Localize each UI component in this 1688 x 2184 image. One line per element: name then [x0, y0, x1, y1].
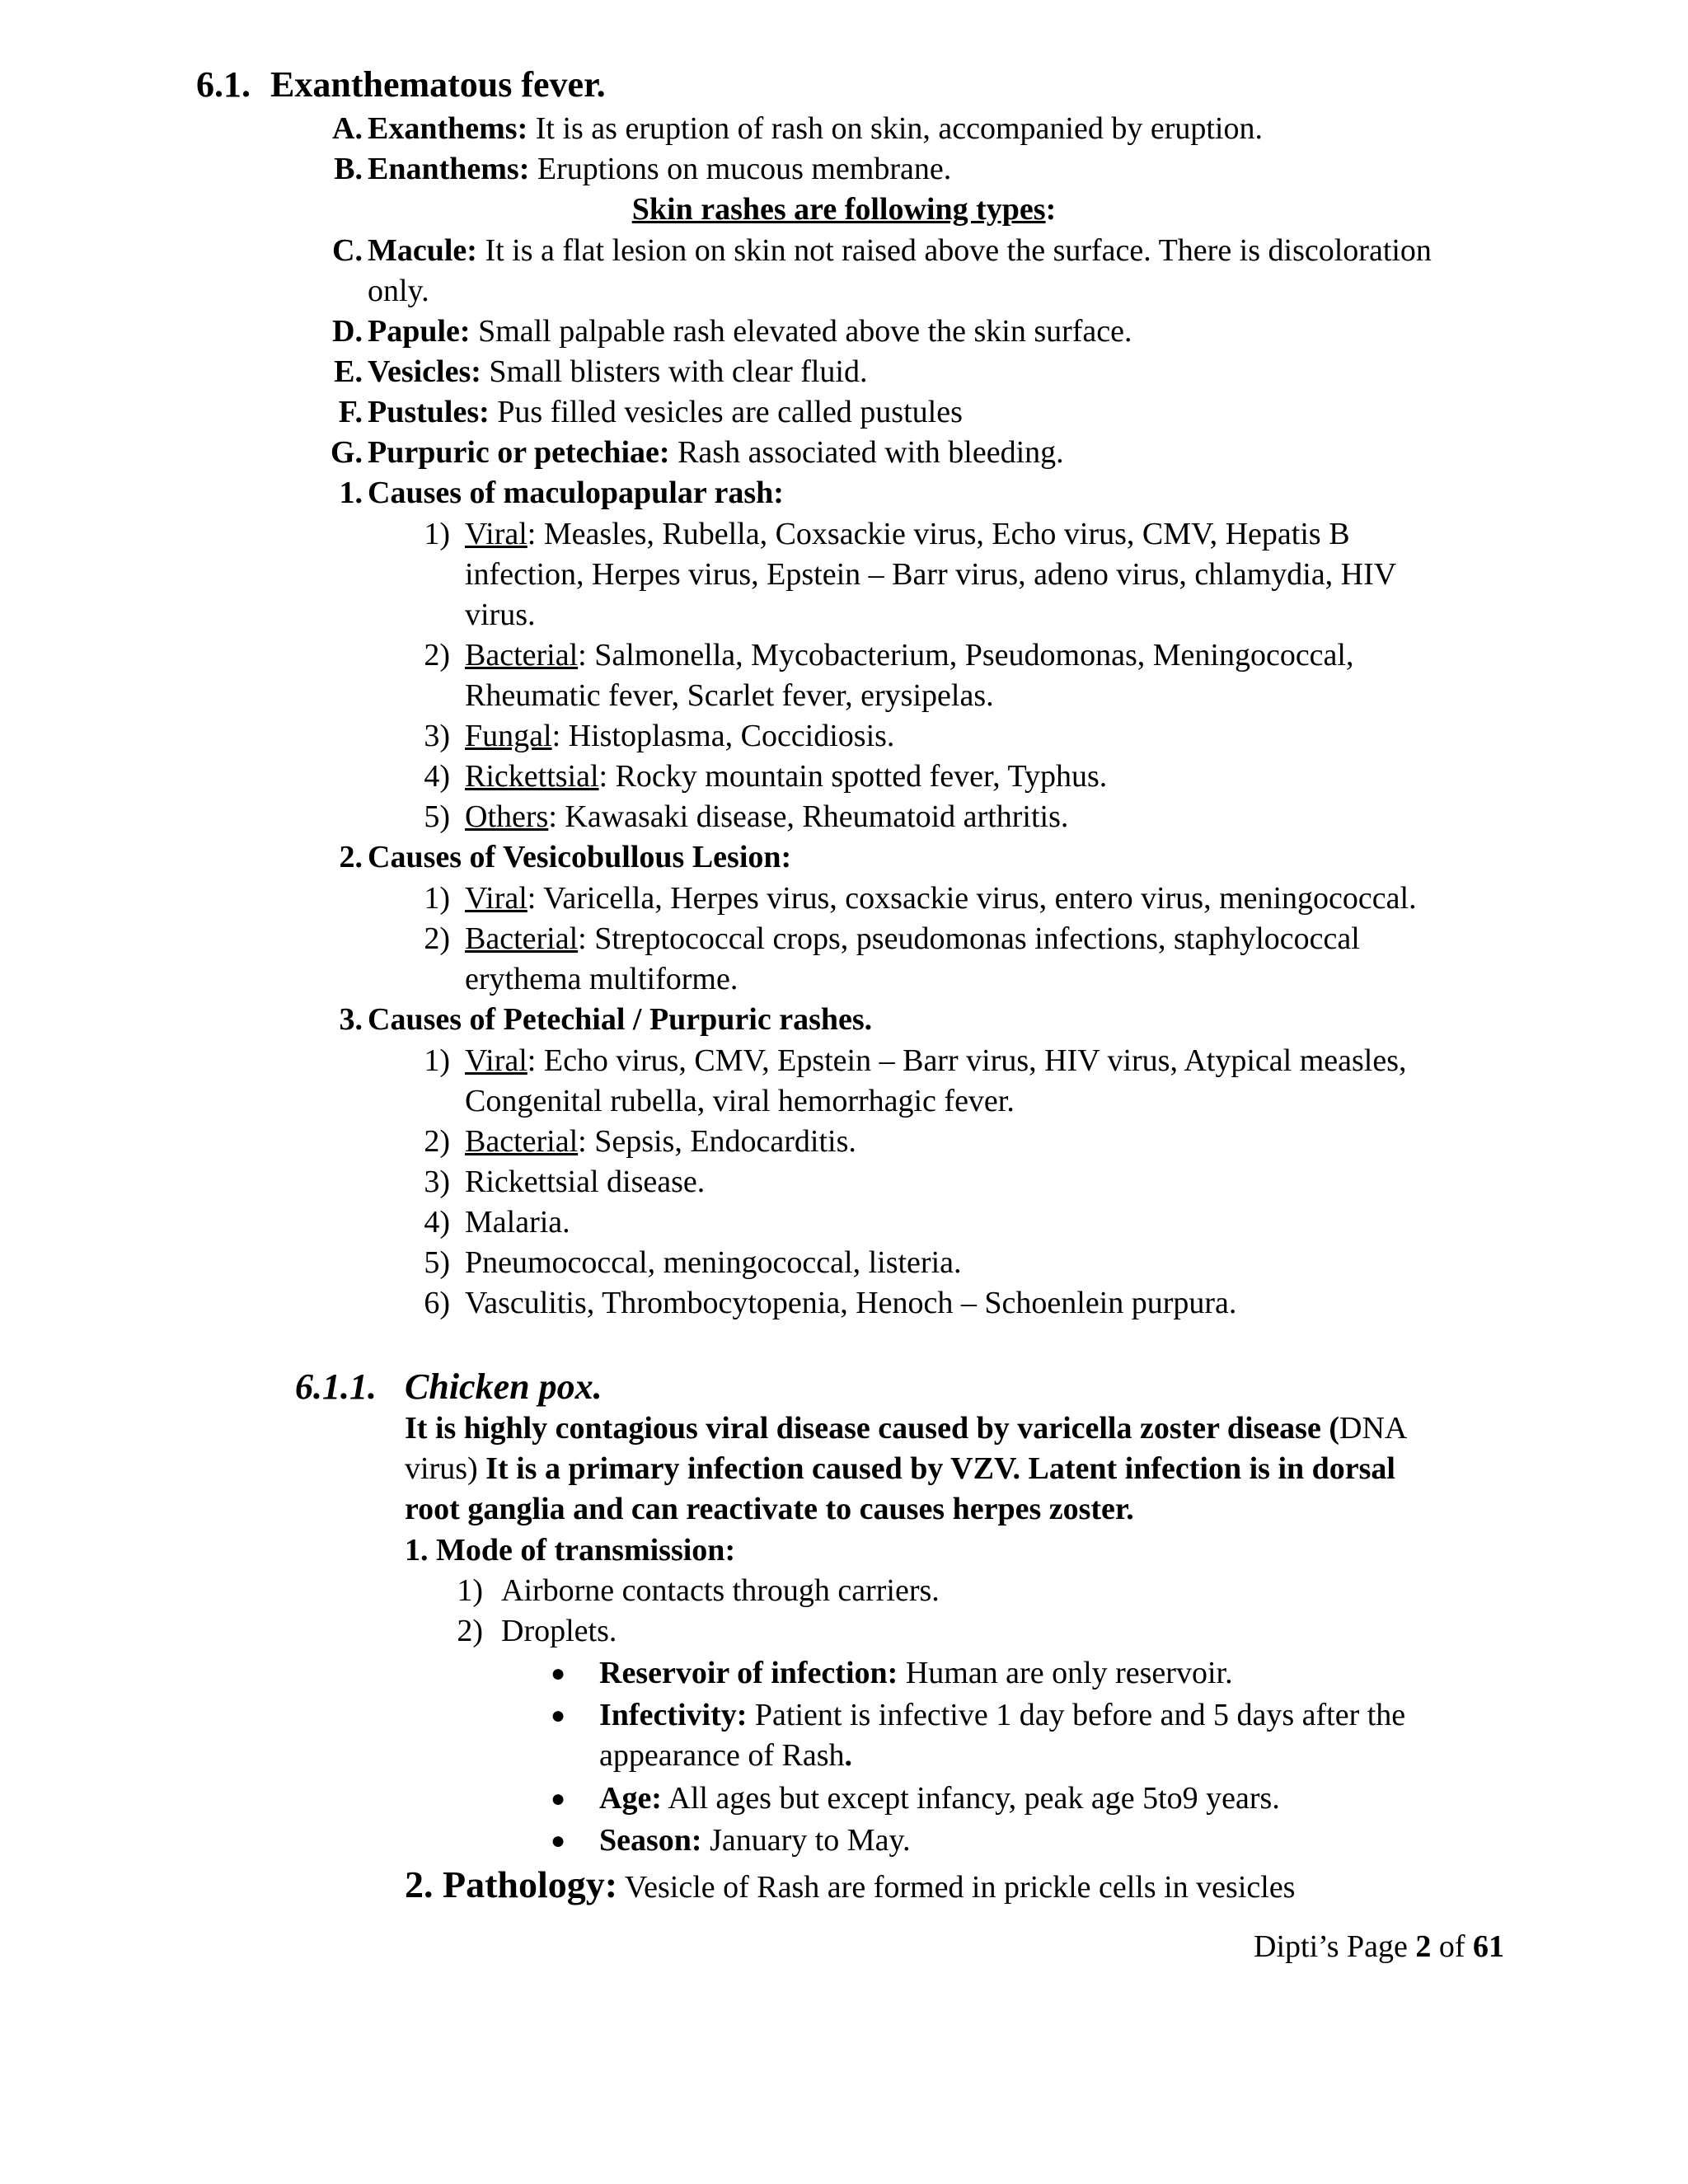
intro-paragraph-line: It is highly contagious viral disease caused by varicella zoster disease (DNA	[405, 1411, 1408, 1446]
item-number: 1)	[457, 1573, 483, 1608]
bullet-item: Infectivity: Patient is infective 1 day before and 5 days after the	[599, 1698, 1406, 1732]
mode-of-transmission-heading: 1. Mode of transmission:	[405, 1533, 736, 1568]
definition: It is as eruption of rash on skin, accompanied by eruption.	[528, 111, 1263, 146]
item-number: 6)	[424, 1286, 450, 1320]
list-item: Viral: Measles, Rubella, Coxsackie virus, Echo virus, CMV, Hepatis B	[465, 517, 1350, 551]
bullet-item-continuation: appearance of Rash.	[599, 1738, 853, 1773]
term: Enanthems:	[368, 152, 530, 186]
list-item	[368, 433, 1064, 473]
list-item: Droplets.	[501, 1614, 617, 1648]
list-item: Others: Kawasaki disease, Rheumatoid arthritis.	[465, 799, 1069, 834]
list-item	[368, 109, 1263, 149]
section-heading	[196, 62, 606, 108]
item-number: 1)	[424, 881, 450, 916]
intro-paragraph-line: virus) It is a primary infection caused by VZV. Latent infection is in dorsal	[405, 1451, 1395, 1486]
list-letter: A.	[332, 111, 363, 146]
skin-rashes-heading: Skin rashes are following types:	[631, 192, 1057, 227]
intro-paragraph-line: root ganglia and can reactivate to causes herpes zoster.	[405, 1492, 1134, 1526]
subsection-number: 6.1.1.	[295, 1366, 377, 1407]
section-number: 6.1.	[196, 64, 251, 105]
subsection-title: Chicken pox.	[405, 1366, 603, 1407]
item-number: 4)	[424, 759, 450, 794]
list-item: Bacterial: Streptococcal crops, pseudomonas infections, staphylococcal	[465, 921, 1360, 956]
causes-title: Causes of maculopapular rash:	[368, 476, 784, 510]
list-item	[368, 149, 951, 190]
definition: Pus filled vesicles are called pustules	[489, 395, 963, 429]
list-item: Airborne contacts through carriers.	[501, 1573, 940, 1608]
list-item	[368, 231, 1432, 271]
list-item: Fungal: Histoplasma, Coccidiosis.	[465, 719, 895, 753]
list-item: Vasculitis, Thrombocytopenia, Henoch – Schoenlein purpura.	[465, 1286, 1237, 1320]
list-item-continuation: virus.	[465, 598, 536, 632]
list-item: Bacterial: Sepsis, Endocarditis.	[465, 1124, 856, 1159]
term: Pustules:	[368, 395, 490, 429]
item-number: 3)	[424, 719, 450, 753]
causes-number: 1.	[339, 476, 363, 510]
list-letter: B.	[334, 152, 363, 186]
list-item: Malaria.	[465, 1205, 570, 1240]
item-number: 2)	[424, 638, 450, 673]
list-item	[368, 312, 1132, 352]
bullet-icon: ●	[551, 1702, 566, 1729]
list-letter: E.	[334, 354, 363, 389]
list-item-continuation: infection, Herpes virus, Epstein – Barr virus, adeno virus, chlamydia, HIV	[465, 557, 1397, 592]
list-letter: G.	[330, 435, 363, 470]
list-item: Viral: Echo virus, CMV, Epstein – Barr virus, HIV virus, Atypical measles,	[465, 1043, 1407, 1078]
definition: It is a flat lesion on skin not raised above the surface. There is discoloration	[476, 233, 1432, 268]
list-item: Pneumococcal, meningococcal, listeria.	[465, 1245, 962, 1280]
item-number: 5)	[424, 1245, 450, 1280]
list-item	[368, 352, 868, 392]
list-item: Bacterial: Salmonella, Mycobacterium, Pseudomonas, Meningococcal,	[465, 638, 1354, 673]
causes-title: Causes of Vesicobullous Lesion:	[368, 840, 792, 874]
item-number: 3)	[424, 1165, 450, 1199]
item-number: 2)	[424, 1124, 450, 1159]
list-item-continuation: erythema multiforme.	[465, 962, 738, 996]
list-letter: F.	[338, 395, 363, 429]
item-number: 2)	[457, 1614, 483, 1648]
causes-title: Causes of Petechial / Purpuric rashes.	[368, 1002, 873, 1037]
bullet-icon: ●	[551, 1827, 566, 1854]
list-letter: C.	[332, 233, 363, 268]
item-number: 1)	[424, 517, 450, 551]
list-item-continuation: Congenital rubella, viral hemorrhagic fever.	[465, 1084, 1015, 1118]
subsection-heading	[295, 1364, 603, 1410]
item-number: 1)	[424, 1043, 450, 1078]
definition: Small palpable rash elevated above the skin surface.	[470, 314, 1132, 349]
definition: Rash associated with bleeding.	[669, 435, 1064, 470]
list-item-continuation: Rheumatic fever, Scarlet fever, erysipelas.	[465, 678, 994, 713]
pathology-heading: 2. Pathology:	[405, 1863, 618, 1905]
list-item: Rickettsial: Rocky mountain spotted fever, Typhus.	[465, 759, 1108, 794]
pathology-line	[405, 1864, 1295, 1908]
item-number: 5)	[424, 799, 450, 834]
item-number: 2)	[424, 921, 450, 956]
term: Papule:	[368, 314, 471, 349]
bullet-icon: ●	[551, 1785, 566, 1812]
term: Vesicles:	[368, 354, 481, 389]
bullet-item: Age: All ages but except infancy, peak age 5to9 years.	[599, 1781, 1280, 1816]
bullet-item: Reservoir of infection: Human are only reservoir.	[599, 1656, 1233, 1690]
page-total: 61	[1473, 1929, 1504, 1964]
definition: Eruptions on mucous membrane.	[529, 152, 952, 186]
list-item-continuation: only.	[368, 274, 429, 308]
section-title: Exanthematous fever.	[270, 64, 606, 105]
bullet-icon: ●	[551, 1660, 566, 1687]
list-letter: D.	[332, 314, 363, 349]
pathology-text: Vesicle of Rash are formed in prickle cells in vesicles	[617, 1870, 1296, 1905]
list-item: Rickettsial disease.	[465, 1165, 706, 1199]
causes-number: 2.	[339, 840, 363, 874]
term: Exanthems:	[368, 111, 528, 146]
page-number: 2	[1415, 1929, 1432, 1964]
term: Macule:	[368, 233, 477, 268]
page-footer: Dipti’s Page 2 of 61	[1254, 1929, 1504, 1964]
bullet-item: Season: January to May.	[599, 1823, 911, 1858]
item-number: 4)	[424, 1205, 450, 1240]
list-item	[368, 392, 963, 433]
term: Purpuric or petechiae:	[368, 435, 670, 470]
causes-number: 3.	[339, 1002, 363, 1037]
list-item: Viral: Varicella, Herpes virus, coxsackie virus, entero virus, meningococcal.	[465, 881, 1417, 916]
definition: Small blisters with clear fluid.	[481, 354, 868, 389]
